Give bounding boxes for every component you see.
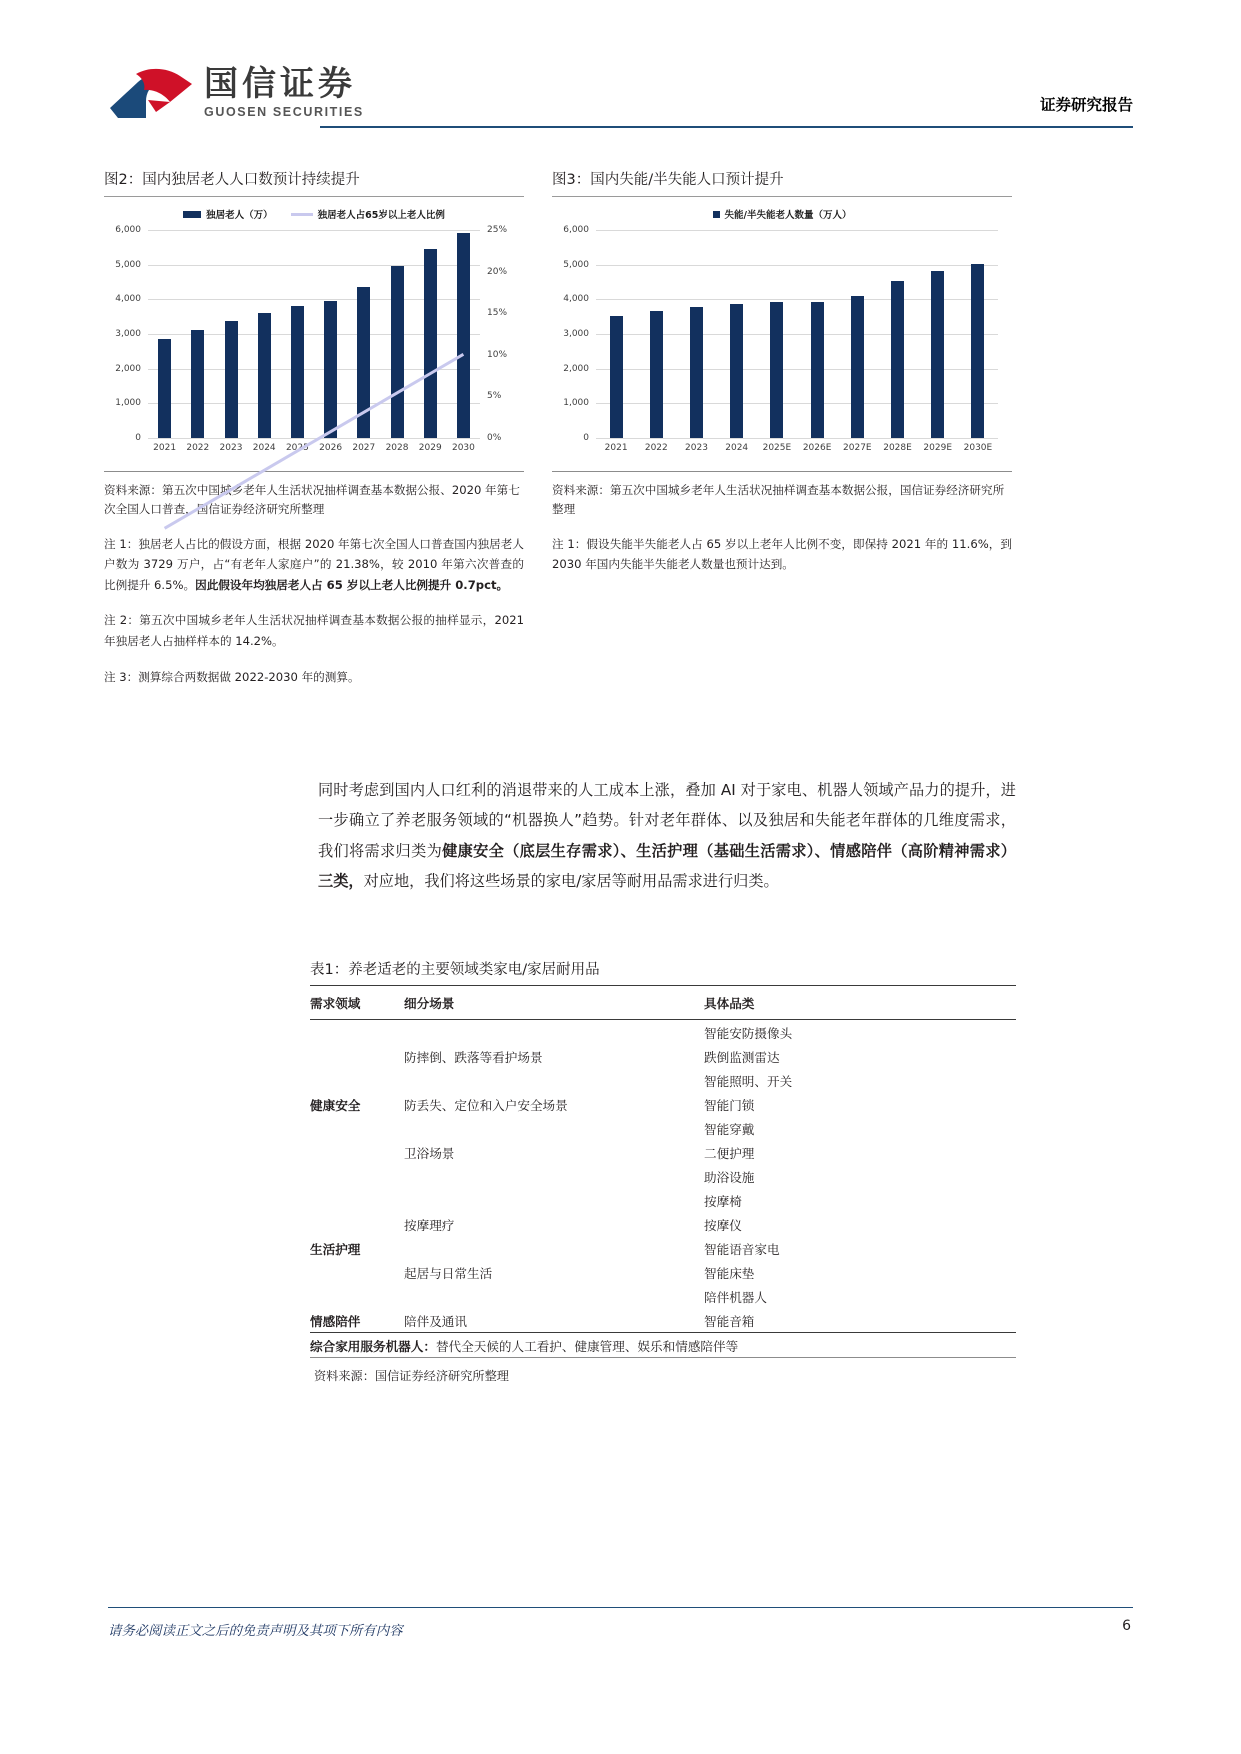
brand-logo: [108, 62, 364, 124]
bar-cell: [837, 230, 877, 438]
y-axis-tick-label: 1,000: [115, 398, 141, 409]
figure2-note1-plain: 注 1：独居老人占比的假设方面，根据 2020 年第七次全国人口普查国内独居老人户数为 3729 万户，占“有老年人家庭户”的 21.38%，较 2010 年第六次普查的比例提升 6.5%。: [104, 536, 524, 592]
figure3-header: [552, 168, 1012, 196]
figure3-title-rule: [552, 196, 1012, 197]
bar-cell: [181, 230, 214, 438]
figure2-note3: 注 3：测算综合两数据做 2022-2030 年的测算。: [104, 669, 360, 684]
figure3-plot-area: [563, 225, 998, 443]
footer-divider: [108, 1607, 1133, 1608]
x-axis-tick-label: 2022: [644, 443, 668, 453]
table1-col-item: 具体品类: [704, 996, 755, 1011]
table-row: [310, 1092, 1016, 1116]
table-cell-item: 跌倒监测雷达: [704, 1049, 780, 1065]
table1-summary-row: [310, 1333, 1016, 1358]
table-cell-domain: 情感陪伴: [310, 1313, 361, 1329]
bar-2028: [391, 266, 404, 438]
table1-body: [310, 1020, 1016, 1333]
table-cell-item: 按摩椅: [704, 1193, 742, 1209]
bar-2022: [650, 311, 663, 438]
legend-label-line: 独居老人占65岁以上老人比例: [317, 210, 445, 221]
table-cell-scene: [404, 1284, 704, 1308]
x-axis-tick-label: 2028: [385, 443, 409, 453]
table1-col-scene: 细分场景: [404, 996, 455, 1011]
x-axis-tick-label: 2030: [451, 443, 475, 453]
x-axis-tick-label: 2024: [252, 443, 276, 453]
table-row: [310, 1212, 1016, 1236]
y-axis-tick-label: 3,000: [115, 329, 141, 339]
table-cell-domain: [310, 1068, 404, 1092]
table-cell-item: 助浴设施: [704, 1169, 755, 1185]
table-cell-scene: 防摔倒、跌落等看护场景: [404, 1049, 543, 1065]
bar-cell: [248, 230, 281, 438]
brand-name-en: GUOSEN SECURITIES: [204, 105, 364, 120]
header-divider: [320, 126, 1133, 128]
figure2-x-axis: [148, 443, 480, 453]
bar-2026: [324, 301, 337, 438]
figure2-title: 图2：国内独居老人人口数预计持续提升: [104, 172, 360, 188]
x-axis-tick-label: 2023: [219, 443, 243, 453]
bar-cell: [596, 230, 636, 438]
y-axis-tick-label: 2,000: [563, 363, 589, 374]
table-cell-item: 智能门锁: [704, 1097, 755, 1113]
y2-axis-tick-label: 20%: [487, 266, 508, 277]
y-axis-tick-label: 6,000: [563, 225, 589, 235]
table-row: [310, 1116, 1016, 1140]
table-cell-domain: [310, 1188, 404, 1212]
table-cell-item: 二便护理: [704, 1145, 755, 1161]
y-axis-tick-label: 4,000: [115, 294, 141, 305]
body-paragraph: [318, 775, 1016, 897]
table-cell-item: 智能床垫: [704, 1265, 755, 1281]
bar-cell: [797, 230, 837, 438]
x-axis-tick-label: 2022: [186, 443, 210, 453]
bar-group: [596, 230, 998, 438]
table-cell-domain: [310, 1260, 404, 1284]
figure2-chart: [104, 207, 524, 453]
legend-swatch-line-icon: [291, 213, 313, 216]
x-axis-tick-label: 2025E: [762, 443, 792, 453]
bar-2022: [191, 330, 204, 438]
figure2-source: 资料来源：第五次中国城乡老年人生活状况抽样调查基本数据公报、2020 年第七次全国人口普查，国信证券经济研究所整理: [104, 483, 520, 516]
bar-2029E: [931, 271, 944, 438]
figure3-x-axis: [596, 443, 998, 453]
y-axis-tick-label: 6,000: [115, 225, 141, 235]
table-cell-scene: [404, 1116, 704, 1140]
gridline: [596, 438, 998, 439]
figure3-note1: 注 1：假设失能半失能老人占 65 岁以上老年人比例不变，即保持 2021 年的 11.6%，到 2030 年国内失能半失能老人数量也预计达到。: [552, 536, 1012, 572]
table1-summary-cell: [310, 1333, 1016, 1358]
figure3-source: 资料来源：第五次中国城乡老年人生活状况抽样调查基本数据公报，国信证券经济研究所整理: [552, 483, 1005, 516]
legend-item-bars: [183, 207, 273, 221]
table-cell-scene: [404, 1236, 704, 1260]
table-cell-item: 陪伴机器人: [704, 1289, 767, 1305]
legend-label-bars: 独居老人（万）: [206, 210, 273, 221]
figure2-note2: 注 2：第五次中国城乡老年人生活状况抽样调查基本数据公报的抽样显示，2021 年独居老人占抽样样本的 14.2%。: [104, 613, 524, 649]
table-cell-item: 智能音箱: [704, 1313, 755, 1329]
bar-2028E: [891, 281, 904, 438]
bar-cell: [958, 230, 998, 438]
figure2-header: [104, 168, 524, 196]
table-row: [310, 1260, 1016, 1284]
x-axis-tick-label: 2027E: [843, 443, 872, 453]
bar-cell: [148, 230, 181, 438]
table-cell-scene: [404, 1164, 704, 1188]
bar-2021: [610, 316, 623, 438]
table1-bottom-rule: [310, 1357, 1016, 1358]
table-row: [310, 1164, 1016, 1188]
figure3-chart: [552, 207, 1012, 453]
legend-item-bars-fig3: [713, 207, 852, 221]
table-cell-item: 智能照明、开关: [704, 1073, 793, 1089]
legend-label-bars-fig3: 失能/半失能老人数量（万人）: [724, 210, 852, 221]
y-axis-tick-label: 5,000: [115, 259, 141, 270]
table-cell-item: 智能安防摄像头: [704, 1025, 793, 1041]
document-type-label: 证券研究报告: [1039, 96, 1133, 114]
brand-name-cn: 国信证券: [204, 63, 356, 104]
x-axis-tick-label: 2027: [352, 443, 376, 453]
bar-2030E: [971, 264, 984, 438]
table-cell-domain: [310, 1212, 404, 1236]
body-paragraph-part2: 对应地，我们将这些场景的家电/家居等耐用品需求进行归类。: [363, 872, 779, 891]
bar-2025: [291, 306, 304, 438]
page-header: [0, 0, 1241, 140]
bar-2025E: [770, 302, 783, 438]
figure2-note1-bold: 因此假设年均独居老人占 65 岁以上老人比例提升 0.7pct。: [195, 577, 509, 592]
x-axis-tick-label: 2025: [285, 443, 309, 453]
x-axis-tick-label: 2026: [319, 443, 343, 453]
bar-cell: [281, 230, 314, 438]
x-axis-tick-label: 2029E: [923, 443, 953, 453]
x-axis-tick-label: 2030E: [963, 443, 993, 453]
bar-group: [148, 230, 480, 438]
y-axis-tick-label: 1,000: [563, 398, 589, 409]
page-number: 6: [1122, 1618, 1131, 1634]
table-cell-domain: [310, 1140, 404, 1164]
x-axis-tick-label: 2021: [604, 443, 628, 453]
table-cell-scene: [404, 1188, 704, 1212]
x-axis-tick-label: 2023: [685, 443, 708, 453]
table1: [310, 985, 1016, 1357]
table-row: [310, 1188, 1016, 1212]
bar-cell: [918, 230, 958, 438]
table1-source: 资料来源：国信证券经济研究所整理: [314, 1369, 509, 1383]
table-row: [310, 1284, 1016, 1308]
table-cell-domain: [310, 1020, 404, 1045]
gridline: [148, 438, 480, 439]
footer-disclaimer: 请务必阅读正文之后的免责声明及其项下所有内容: [108, 1624, 403, 1639]
table-cell-item: 智能语音家电: [704, 1241, 780, 1257]
guosen-logo-icon: [108, 62, 194, 124]
y2-axis-tick-label: 15%: [487, 308, 508, 319]
figure2-title-rule: [104, 196, 524, 197]
legend-swatch-bar-icon: [183, 211, 201, 218]
table-cell-scene: 按摩理疗: [404, 1217, 455, 1233]
table-cell-domain: 健康安全: [310, 1097, 361, 1113]
table-cell-domain: 生活护理: [310, 1241, 361, 1257]
table-cell-item: 按摩仪: [704, 1217, 742, 1233]
x-axis-tick-label: 2028E: [883, 443, 912, 453]
y-axis-tick-label: 0: [135, 433, 141, 443]
bar-cell: [877, 230, 917, 438]
bar-cell: [757, 230, 797, 438]
x-axis-tick-label: 2026E: [802, 443, 832, 453]
bar-2021: [158, 339, 171, 438]
figure2-note1: [104, 534, 524, 596]
table-cell-scene: 起居与日常生活: [404, 1265, 493, 1281]
table-cell-domain: [310, 1116, 404, 1140]
body-paragraph-bold: 健康安全（底层生存需求）、生活护理（基础生活需求）、情感陪伴（高阶精神需求）三类，: [318, 841, 1016, 891]
body-paragraph-part1: 同时考虑到国内人口红利的消退带来的人工成本上涨，叠加 AI 对于家电、机器人领域产品力的提升，进一步确立了养老服务领域的“机器换人”趋势。针对老年群体、以及独居和失能老年群体的几维度需求，我们将需求归类为: [318, 781, 1016, 860]
y-axis-tick-label: 0: [583, 433, 589, 443]
bar-cell: [214, 230, 247, 438]
bar-2024: [730, 304, 743, 438]
bar-cell: [314, 230, 347, 438]
table1-wrapper: [310, 958, 1016, 1384]
y2-axis-tick-label: 25%: [487, 225, 508, 235]
table-cell-domain: [310, 1284, 404, 1308]
x-axis-tick-label: 2021: [153, 443, 177, 453]
figure3-source-rule: [552, 471, 1012, 472]
bar-2023: [225, 321, 238, 438]
figure3-title: 图3：国内失能/半失能人口预计提升: [552, 172, 784, 188]
table-cell-scene: 卫浴场景: [404, 1145, 455, 1161]
y-axis-tick-label: 4,000: [563, 294, 589, 305]
bar-2027E: [851, 296, 864, 438]
table-row: [310, 1236, 1016, 1260]
y2-axis-tick-label: 10%: [487, 349, 508, 360]
table1-title: 表1：养老适老的主要领域类家电/家居耐用品: [310, 962, 600, 978]
legend-swatch-square-icon: [713, 211, 720, 218]
bar-2027: [357, 287, 370, 438]
table-cell-domain: [310, 1044, 404, 1068]
bar-cell: [636, 230, 676, 438]
x-axis-tick-label: 2024: [725, 443, 749, 453]
table1-summary-label: 综合家用服务机器人：: [310, 1338, 436, 1354]
table-cell-scene: 防丢失、定位和入户安全场景: [404, 1097, 568, 1113]
table-cell-scene: [404, 1020, 704, 1045]
table1-header-row: [310, 986, 1016, 1020]
bar-cell: [676, 230, 716, 438]
table1-summary-text: 替代全天候的人工看护、健康管理、娱乐和情感陪伴等: [435, 1338, 739, 1354]
table-row: [310, 1140, 1016, 1164]
table-row: [310, 1068, 1016, 1092]
bar-2030: [457, 233, 470, 438]
table-cell-scene: 陪伴及通讯: [404, 1313, 467, 1329]
y-axis-tick-label: 5,000: [563, 259, 589, 270]
legend-item-line: [291, 207, 445, 221]
bar-2026E: [811, 302, 824, 438]
table1-col-domain: 需求领域: [310, 996, 361, 1011]
bar-cell: [347, 230, 380, 438]
table-row: [310, 1020, 1016, 1045]
figure2-column: [104, 168, 524, 687]
bar-2024: [258, 313, 271, 438]
x-axis-tick-label: 2029: [418, 443, 442, 453]
table-row: [310, 1308, 1016, 1333]
bar-cell: [414, 230, 447, 438]
figure2-source-rule: [104, 471, 524, 472]
bar-cell: [447, 230, 480, 438]
figure2-legend: [104, 207, 524, 221]
y-axis-tick-label: 2,000: [115, 363, 141, 374]
table-cell-scene: [404, 1068, 704, 1092]
bar-cell: [380, 230, 413, 438]
table-cell-item: 智能穿戴: [704, 1121, 755, 1137]
bar-cell: [717, 230, 757, 438]
figure3-legend: [552, 207, 1012, 221]
table-row: [310, 1044, 1016, 1068]
figure2-plot-area: [115, 225, 508, 443]
figure3-column: [552, 168, 1012, 575]
y2-axis-tick-label: 0%: [487, 433, 502, 443]
table-cell-domain: [310, 1164, 404, 1188]
y-axis-tick-label: 3,000: [563, 329, 589, 339]
bar-2029: [424, 249, 437, 438]
bar-2023: [690, 307, 703, 438]
y2-axis-tick-label: 5%: [487, 391, 502, 402]
